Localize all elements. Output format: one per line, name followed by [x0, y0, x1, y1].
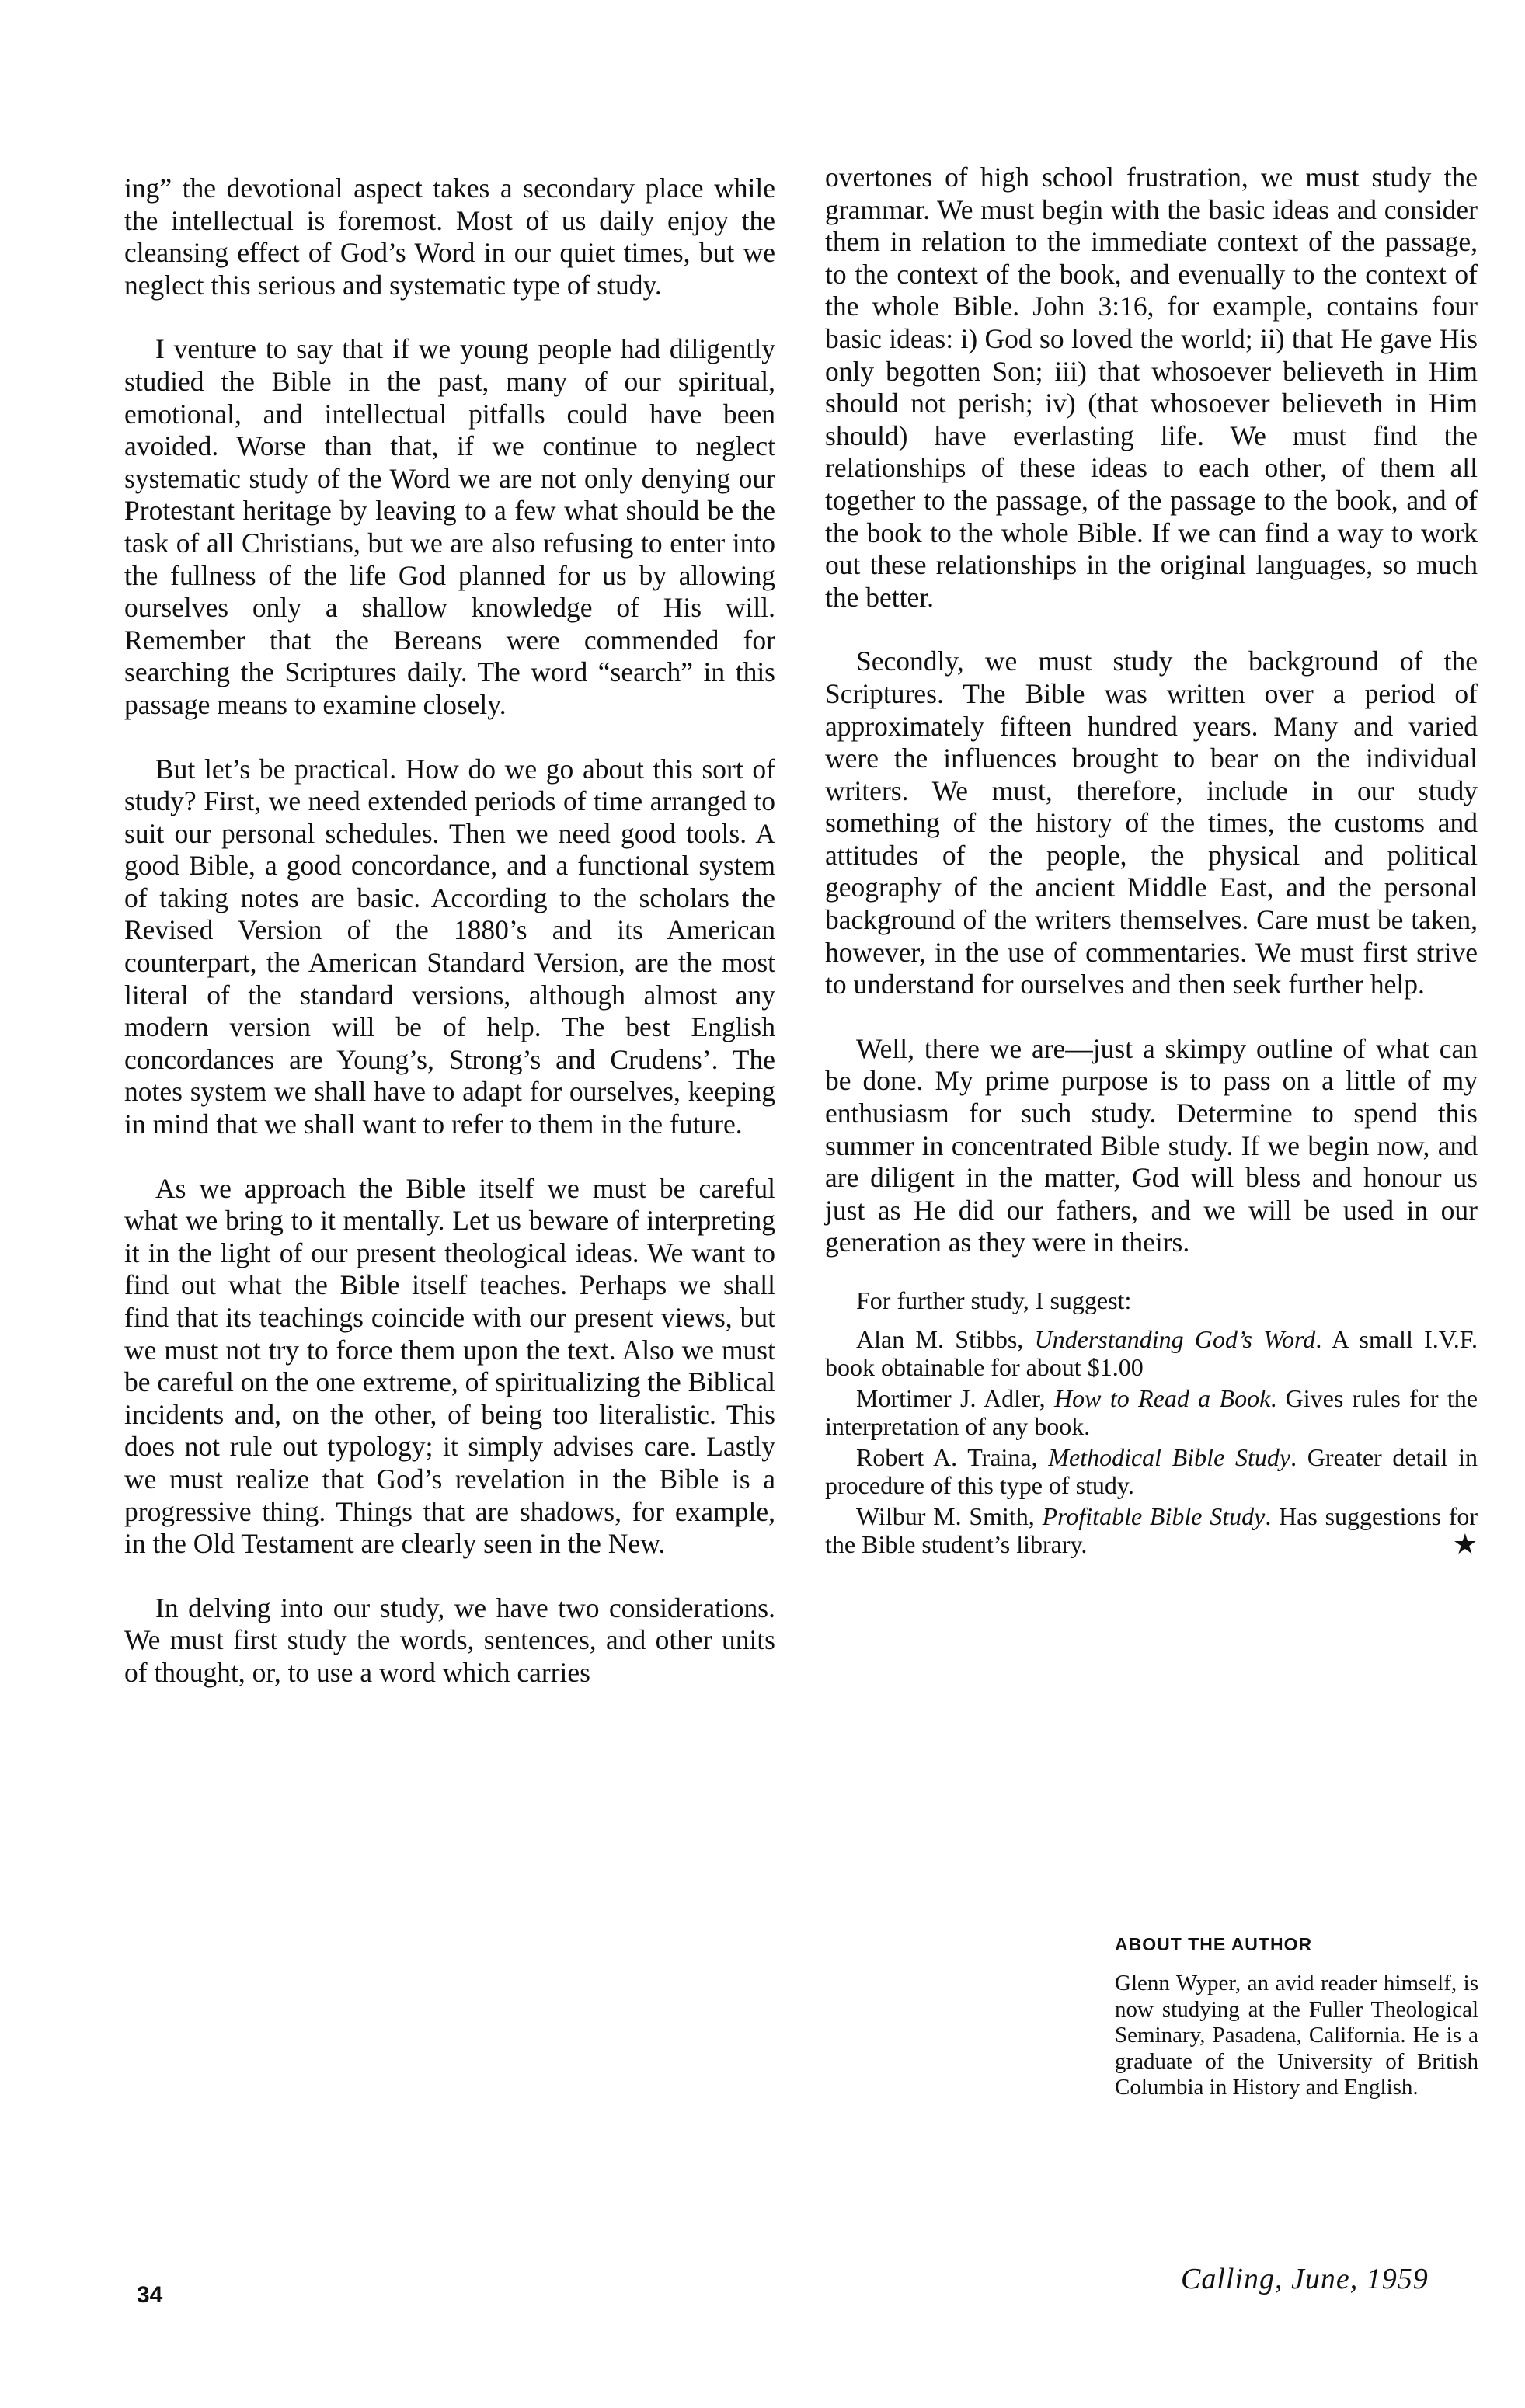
right-column — [825, 162, 1478, 1561]
reference-note: . Has suggestions for the Bible student’s library. — [825, 1502, 1478, 1558]
publication-credit: Calling, June, 1959 — [1181, 2263, 1429, 2295]
reference-title: Understanding God’s Word — [1034, 1325, 1316, 1353]
paragraph: overtones of high school frustration, we must study the grammar. We must begin with the basic ideas and consider them in relation to the immediate context of the passage, to the context of the book, and evenually to the context of the whole Bible. John 3:16, for example, contains four basic ideas: i) God so loved the world; ii) that He gave His only begotten Son; iii) that whosoever believeth in Him should not perish; iv) (that whosoever believeth in Him should) have everlasting life. We must find the relationships of these ideas to each other, of them all together to the passage, of the passage to the book, and of the book to the whole Bible. If we can find a way to work out these relationships in the original languages, so much the better. — [825, 162, 1478, 613]
paragraph: As we approach the Bible itself we must be careful what we bring to it mentally. Let us beware of interpreting it in the light of our present theological ideas. We want to find out what the Bible itself teaches. Perhaps we shall find that its teachings coincide with our present views, but we must not try to force them upon the text. Also we must be careful on the one extreme, of spiritualizing the Biblical incidents and, on the other, of being too literalistic. This does not rule out typology; it simply advises care. Lastly we must realize that God’s revelation in the Bible is a progressive thing. Things that are shadows, for example, in the Old Testament are clearly seen in the New. — [124, 1172, 775, 1560]
reference-author: Mortimer J. Adler, — [856, 1384, 1054, 1412]
reference-item — [825, 1443, 1478, 1499]
reference-note: . Gives rules for the interpretation of any book. — [825, 1384, 1478, 1440]
reference-title: How to Read a Book — [1054, 1384, 1271, 1412]
reference-author: Robert A. Traina, — [856, 1443, 1049, 1471]
reference-item — [825, 1325, 1478, 1381]
paragraph: Well, there we are—just a skimpy outline of what can be done. My prime purpose is to pass on a little of my enthusiasm for such study. Determine to spend this summer in concentrated Bible study. If we begin now, and are diligent in the matter, God will bless and honour us just as He did our fathers, and we will be used in our generation as they were in theirs. — [825, 1032, 1478, 1258]
further-reading-list — [825, 1286, 1478, 1558]
paragraph: But let’s be practical. How do we go about this sort of study? First, we need extended periods of time arranged to suit our personal schedules. Then we need good tools. A good Bible, a good concordance, and a functional system of taking notes are basic. According to the scholars the Revised Version of the 1880’s and its American counterpart, the American Standard Version, are the most literal of the standard versions, although almost any modern version will be of help. The best English concordances are Young’s, Strong’s and Crudens’. The notes system we shall have to adapt for ourselves, keeping in mind that we shall want to refer to them in the future. — [124, 753, 775, 1140]
reference-author: Alan M. Stibbs, — [856, 1325, 1035, 1353]
about-author-heading: ABOUT THE AUTHOR — [1115, 1934, 1313, 1954]
about-author-body: Glenn Wyper, an avid reader himself, is now studying at the Fuller Theological Seminary, Pasadena, California. He is a graduate of the University of British Columbia in History and English. — [1115, 1971, 1478, 2100]
paragraph: ing” the devotional aspect takes a secondary place while the intellectual is foremost. Most of us daily enjoy the cleansing effect of God’s Word in our quiet times, but we neglect this serious and systematic type of study. — [124, 172, 775, 301]
reference-note: . Greater detail in procedure of this type of study. — [825, 1443, 1478, 1499]
reference-note: . A small I.V.F. book obtainable for about $1.00 — [825, 1325, 1478, 1381]
reference-item — [825, 1384, 1478, 1440]
star-icon: ★ — [1452, 1529, 1478, 1560]
reference-title: Methodical Bible Study — [1048, 1443, 1291, 1471]
page-number: 34 — [137, 2282, 163, 2308]
reference-author: Wilbur M. Smith, — [856, 1502, 1043, 1530]
reference-item — [825, 1502, 1478, 1558]
paragraph: Secondly, we must study the background of the Scriptures. The Bible was written over a period of approximately fifteen hundred years. Many and varied were the influences brought to bear on the individual writers. We must, therefore, include in our study something of the history of the times, the customs and attitudes of the people, the physical and political geography of the ancient Middle East, and the personal background of the writers themselves. Care must be taken, however, in the use of commentaries. We must first strive to understand for ourselves and then seek further help. — [825, 645, 1478, 1000]
further-reading-intro: For further study, I suggest: — [856, 1286, 1132, 1314]
reference-title: Profitable Bible Study — [1042, 1502, 1266, 1530]
about-the-author — [1115, 1934, 1478, 2101]
paragraph: In delving into our study, we have two considerations. We must first study the words, sentences, and other units of thought, or, to use a word which carries — [124, 1592, 775, 1688]
paragraph: I venture to say that if we young people had diligently studied the Bible in the past, many of our spiritual, emotional, and intellectual pitfalls could have been avoided. Worse than that, if we continue to neglect systematic study of the Word we are not only denying our Protestant heritage by leaving to a few what should be the task of all Christians, but we are also refusing to enter into the fullness of the life God planned for us by allowing ourselves only a shallow knowledge of His will. Remember that the Bereans were commended for searching the Scriptures daily. The word “search” in this passage means to examine closely. — [124, 333, 775, 720]
left-column — [124, 172, 775, 1721]
